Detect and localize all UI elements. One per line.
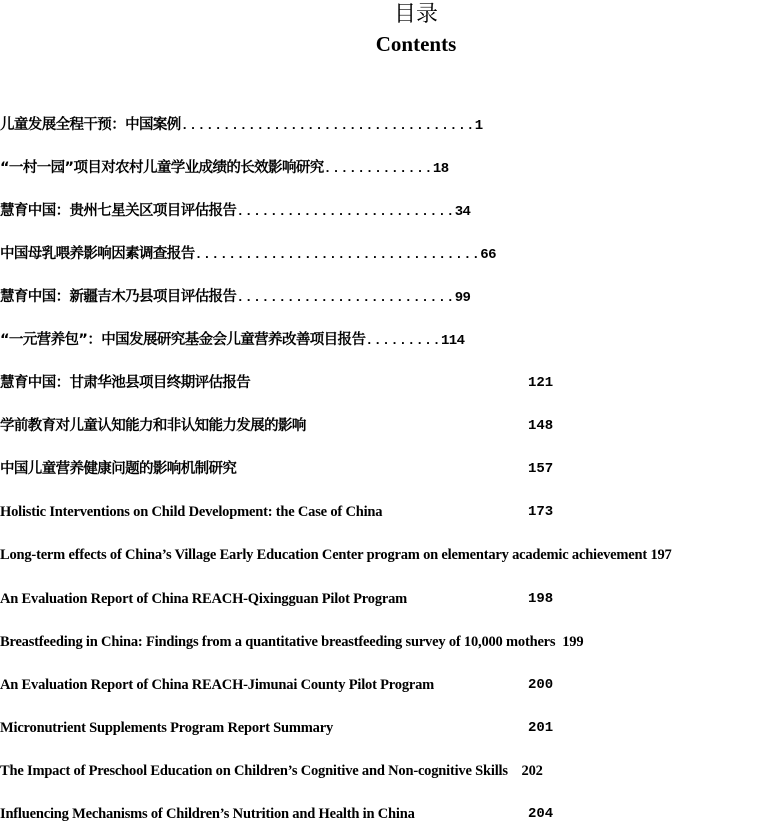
toc-entry-title: Long-term effects of China’s Village Early Education Center program on elementary academic achievement bbox=[0, 547, 648, 563]
toc-entry[interactable] bbox=[0, 631, 583, 653]
toc-entry[interactable] bbox=[0, 803, 415, 825]
toc-entry[interactable] bbox=[0, 200, 470, 222]
toc-entry-title: 学前教育对儿童认知能力和非认知能力发展的影响 bbox=[0, 418, 306, 434]
toc-entry-title: 慧育中国：新疆吉木乃县项目评估报告 bbox=[0, 289, 237, 305]
toc-entry-title: 中国母乳喂养影响因素调查报告 bbox=[0, 246, 195, 262]
toc-entry-page: 99 bbox=[454, 290, 471, 306]
toc-entry-title: Micronutrient Supplements Program Report Summary bbox=[0, 720, 333, 736]
toc-entry-title: 中国儿童营养健康问题的影响机制研究 bbox=[0, 461, 237, 477]
toc-entry-title: 慧育中国：贵州七星关区项目评估报告 bbox=[0, 203, 237, 219]
page-title-chinese: 目录 bbox=[393, 2, 438, 27]
toc-entry[interactable] bbox=[0, 329, 464, 351]
toc-entry-title: “一村一园”项目对农村儿童学业成绩的长效影响研究 bbox=[0, 160, 324, 176]
toc-entry-page: 202 bbox=[521, 763, 543, 779]
toc-entry-page: 197 bbox=[650, 547, 672, 563]
toc-leader-dots: .......................... bbox=[236, 204, 455, 219]
toc-entry-title: “一元营养包”：中国发展研究基金会儿童营养改善项目报告 bbox=[0, 332, 366, 348]
toc-leader-dots: .......................... bbox=[236, 290, 455, 305]
toc-entry-title: Holistic Interventions on Child Development: the Case of China bbox=[0, 504, 383, 520]
toc-entry[interactable] bbox=[0, 114, 483, 136]
toc-entry[interactable] bbox=[0, 243, 496, 265]
toc-entry-page: 204 bbox=[528, 806, 554, 822]
toc-entry-page: 121 bbox=[528, 375, 554, 391]
toc-leader-dots: ............. bbox=[323, 161, 433, 176]
toc-leader-dots: ......... bbox=[365, 333, 441, 348]
toc-entry-title: An Evaluation Report of China REACH-Jimunai County Pilot Program bbox=[0, 677, 435, 693]
toc-entry-title: Breastfeeding in China: Findings from a quantitative breastfeeding survey of 10,000 mothers bbox=[0, 634, 556, 650]
toc-entry-title: 儿童发展全程干预：中国案例 bbox=[0, 117, 181, 133]
toc-entry[interactable] bbox=[0, 372, 250, 394]
toc-entry-page: 18 bbox=[432, 161, 449, 177]
toc-entry[interactable] bbox=[0, 501, 382, 523]
toc-entry[interactable] bbox=[0, 588, 407, 610]
toc-entry-page: 114 bbox=[440, 333, 465, 349]
toc-entry[interactable] bbox=[0, 760, 543, 782]
toc-entry-page: 199 bbox=[562, 634, 584, 650]
toc-entry[interactable] bbox=[0, 717, 333, 739]
toc-entry-title: 慧育中国：甘肃华池县项目终期评估报告 bbox=[0, 375, 251, 391]
toc-entry-page: 34 bbox=[454, 204, 471, 220]
toc-entry-page: 200 bbox=[528, 677, 554, 693]
toc-entry-page: 148 bbox=[528, 418, 554, 434]
page-title-english: Contents bbox=[375, 32, 457, 56]
toc-leader-dots: .................................. bbox=[194, 247, 481, 262]
toc-entry-title: The Impact of Preschool Education on Children’s Cognitive and Non-cognitive Skills bbox=[0, 763, 508, 779]
toc-entry-page: 173 bbox=[528, 504, 554, 520]
toc-entry[interactable] bbox=[0, 415, 306, 437]
toc-entry-page: 1 bbox=[474, 118, 483, 134]
toc-entry-page: 157 bbox=[528, 461, 554, 477]
toc-entry[interactable] bbox=[0, 157, 449, 179]
toc-entry[interactable] bbox=[0, 544, 672, 566]
toc-entry[interactable] bbox=[0, 458, 236, 480]
toc-leader-dots: ................................... bbox=[180, 118, 475, 133]
toc-entry[interactable] bbox=[0, 674, 434, 696]
toc-entry-page: 201 bbox=[528, 720, 554, 736]
toc-entry-page: 66 bbox=[480, 247, 496, 263]
toc-entry-title: Influencing Mechanisms of Children’s Nutrition and Health in China bbox=[0, 806, 415, 822]
toc-entry-title: An Evaluation Report of China REACH-Qixingguan Pilot Program bbox=[0, 591, 408, 607]
toc-entry[interactable] bbox=[0, 286, 470, 308]
toc-entry-page: 198 bbox=[528, 591, 554, 607]
